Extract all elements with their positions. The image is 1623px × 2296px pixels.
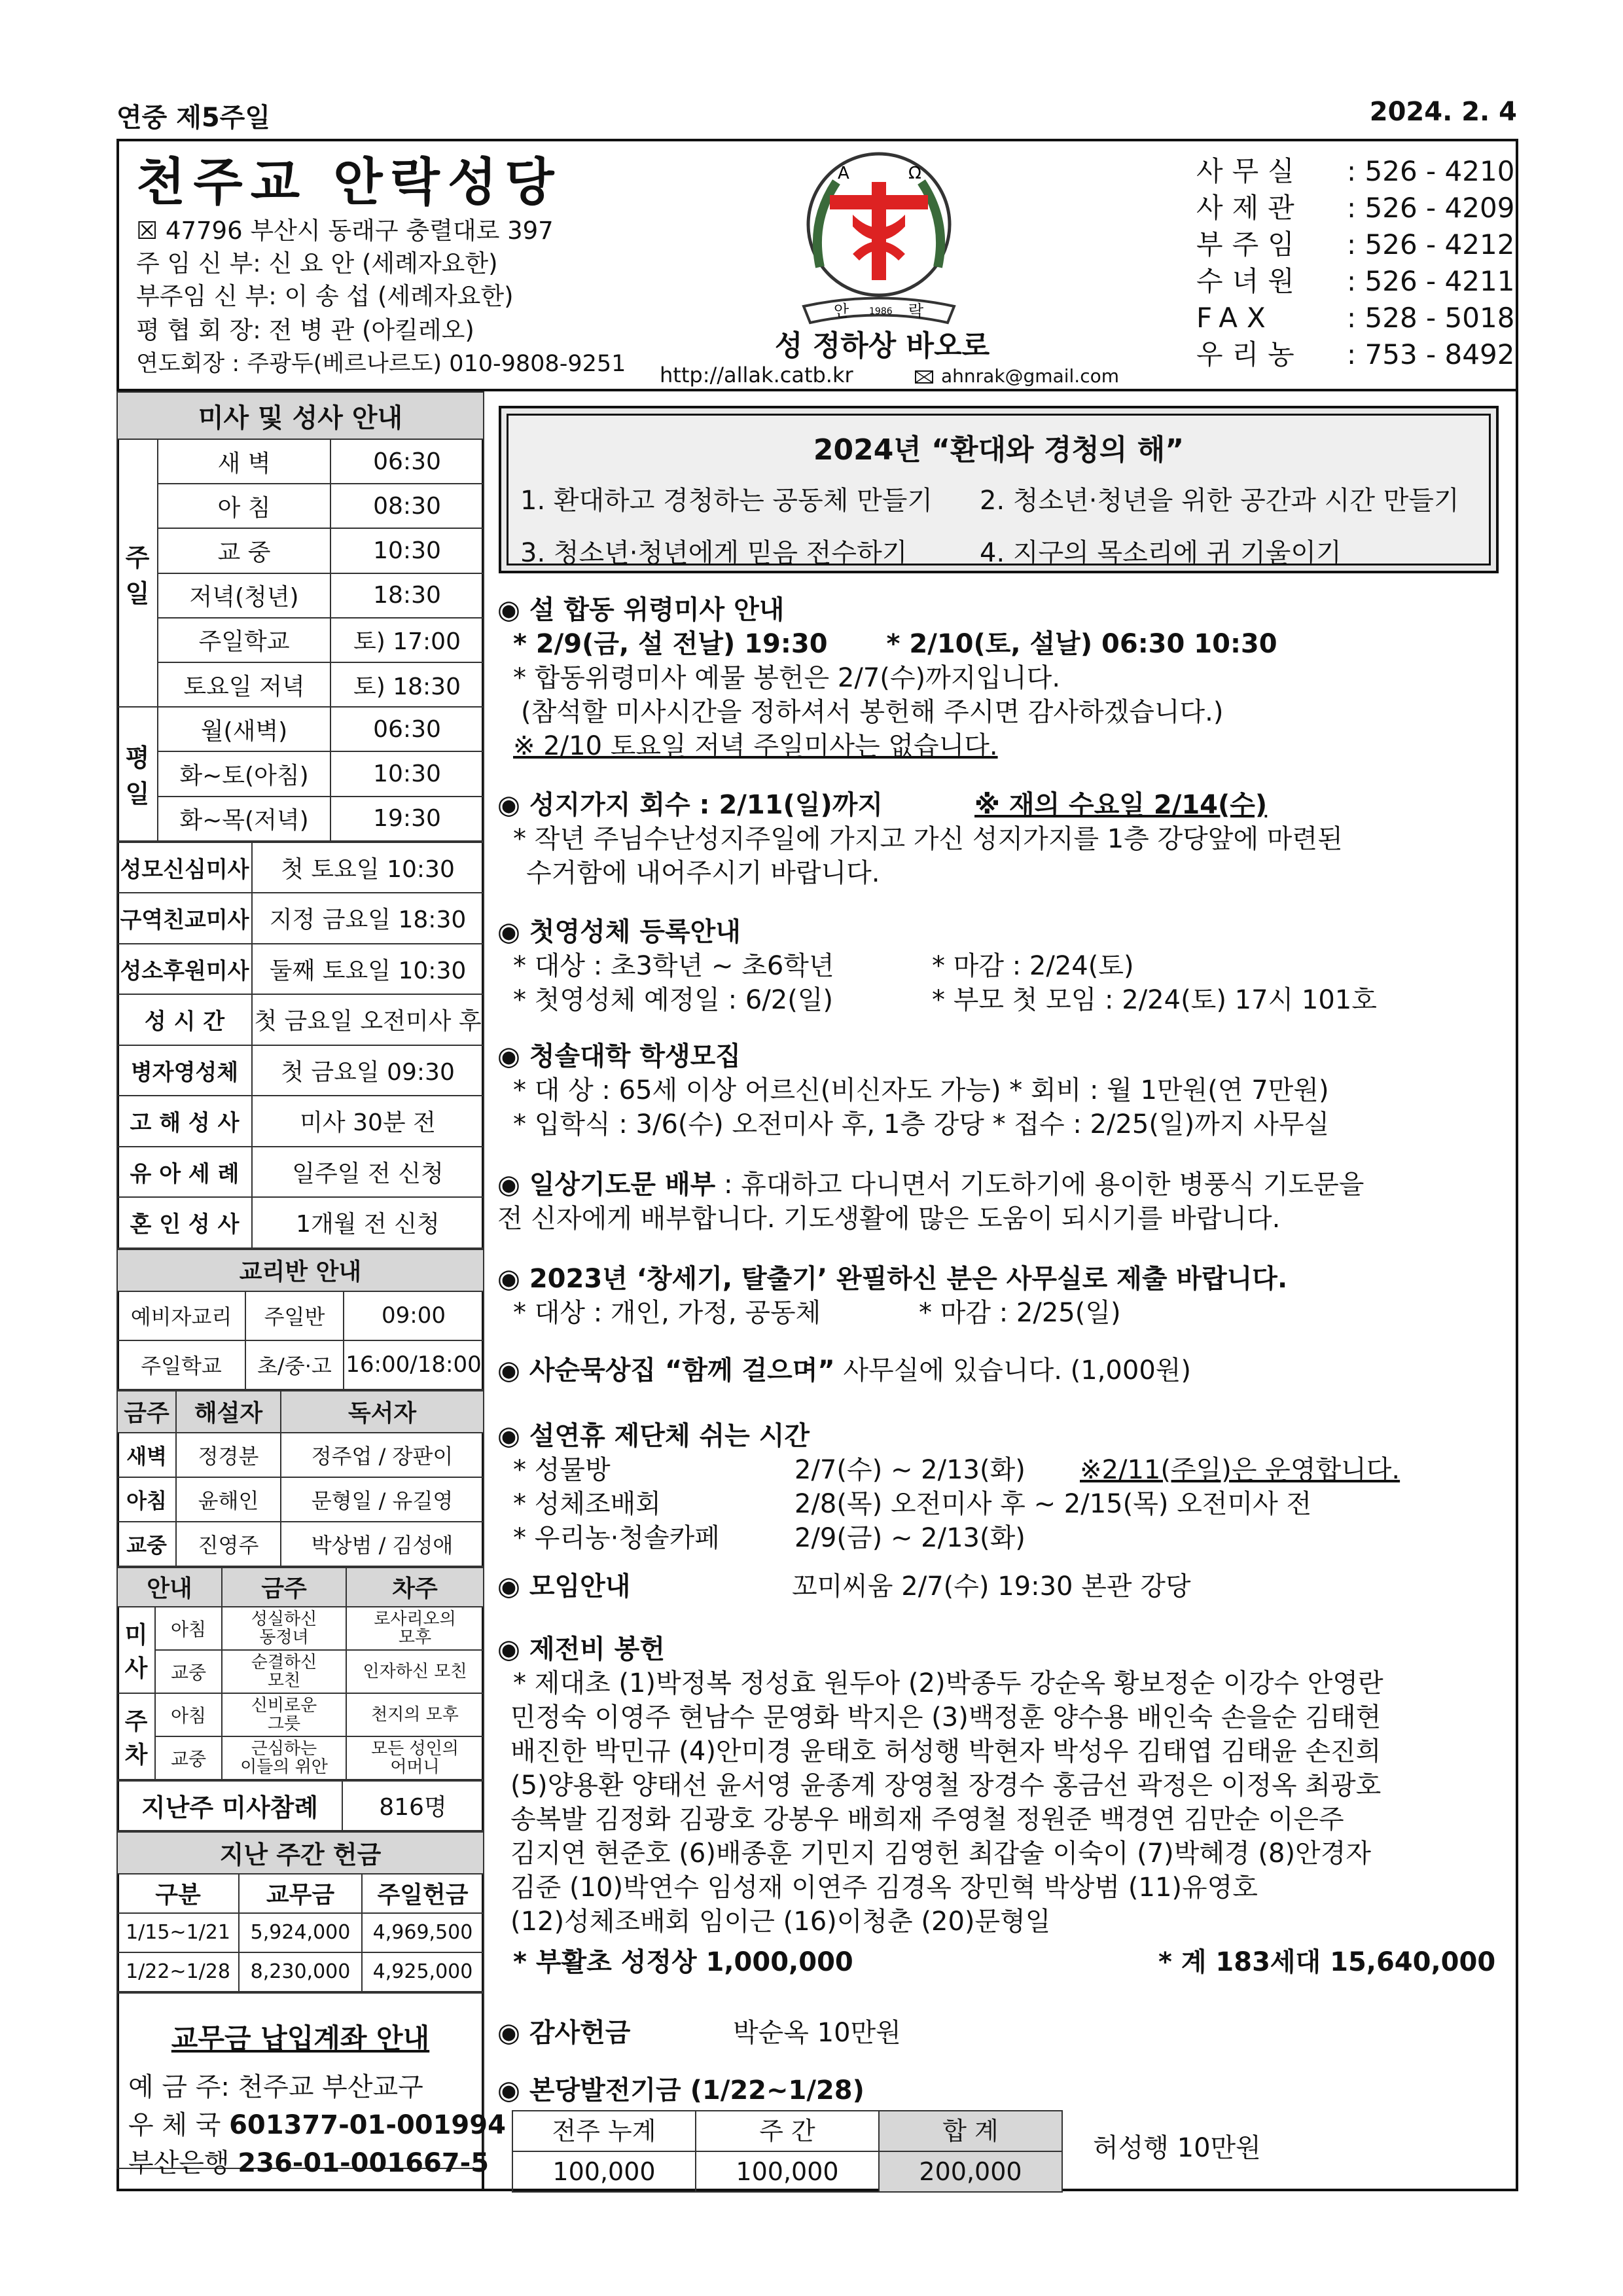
- sacrament-time: 지정 금요일 18:30: [252, 893, 484, 944]
- class-time: 09:00: [344, 1291, 484, 1340]
- ann-title: ◉ 설연휴 제단체 쉬는 시간: [497, 1421, 810, 1451]
- mass-time: 18:30: [330, 573, 484, 618]
- ann-title: ◉ 사순묵상집 “함께 걸으며”: [497, 1355, 835, 1386]
- ann-prayer-book: [497, 1168, 1505, 1236]
- mass-schedule: [117, 439, 484, 841]
- fund-table: [512, 2110, 1063, 2193]
- intentions-row: [117, 1693, 484, 1736]
- phone-list: [1196, 153, 1514, 373]
- reader-mass: 아침: [117, 1477, 176, 1522]
- donor-line: 민정숙 이영주 현남수 문영화 박지은 (3)백정훈 양수용 배인숙 손을순 김태현: [510, 1702, 1382, 1732]
- ann-title: ◉ 일상기도문 배부: [497, 1170, 716, 1200]
- reader-mass: 새벽: [117, 1433, 176, 1477]
- attendance-table: [116, 1780, 484, 1831]
- sunday-label: 주 일: [117, 439, 158, 707]
- mass-row: [117, 707, 484, 751]
- intentions-row: [117, 1736, 484, 1780]
- donor-line: 배진한 박민규 (4)안미경 윤태호 허성행 박현자 박성우 김태엽 김태윤 손진희: [510, 1736, 1382, 1767]
- offering-cell: 1/15~1/21: [117, 1913, 239, 1952]
- donor-list: [497, 1666, 1505, 1939]
- account-title: 교무금 납입계좌 안내: [171, 2022, 430, 2054]
- pastor: 주 임 신 부: 신 요 안 (세례자요한): [136, 249, 498, 278]
- theme-item-1: 1. 환대하고 경청하는 공동체 만들기: [520, 486, 933, 516]
- mass-time: 08:30: [330, 484, 484, 528]
- closure-group: * 우리농·청솔카페: [513, 1523, 720, 1553]
- bank-account: [128, 2144, 490, 2182]
- council-president: 평 협 회 장: 전 병 관 (아킬레오): [136, 316, 474, 344]
- intention-this-week: 근심하는 이들의 위안: [222, 1736, 346, 1780]
- readers-row: [117, 1433, 484, 1477]
- lectors: 문형일 / 유길영: [281, 1477, 484, 1522]
- closure-row: [497, 1521, 1505, 1555]
- class-name: 예비자교리: [117, 1291, 245, 1340]
- ann-bible-copy: [497, 1262, 1505, 1330]
- sacrament-time: 첫 토요일 10:30: [252, 842, 484, 893]
- offering-cell: 8,230,000: [239, 1952, 362, 1992]
- fund-cell: 100,000: [512, 2151, 696, 2192]
- phone-number: : 526 - 4210: [1347, 155, 1515, 187]
- offering-list: [117, 1874, 484, 1992]
- theme-item-3: 3. 청소년·청년에게 믿음 전수하기: [520, 538, 908, 568]
- post-label: 우 체 국: [128, 2109, 230, 2140]
- lectors: 박상범 / 김성애: [281, 1522, 484, 1566]
- ann-holiday-closures: [497, 1419, 1505, 1555]
- ann-line: * 2/9(금, 설 전날) 19:30: [513, 629, 828, 659]
- reader-mass: 교중: [117, 1522, 176, 1566]
- sacrament-time: 미사 30분 전: [252, 1096, 484, 1147]
- donor-line: (12)성체조배회 임이근 (16)이청춘 (20)문형일: [510, 1907, 1051, 1937]
- ann-ash-wednesday: ※ 재의 수요일 2/14(수): [974, 790, 1268, 820]
- sacrament-name: 고 해 성 사: [117, 1096, 252, 1147]
- intentions-list: [117, 1568, 484, 1780]
- readers-header-cell: 독서자: [281, 1391, 484, 1433]
- left-column: [116, 391, 506, 2191]
- attendance-label: 지난주 미사참례: [117, 1781, 342, 1831]
- ann-line: ※ 2/10 토요일 저녁 주일미사는 없습니다.: [513, 731, 998, 761]
- mass-time: 10:30: [330, 528, 484, 573]
- weekday-label: 평 일: [117, 707, 158, 841]
- phone-row: [1196, 190, 1514, 226]
- ann-line: * 마감 : 2/24(토): [932, 951, 1134, 981]
- ann-title: ◉ 2023년 ‘창세기, 탈출기’ 완필하신 분은 사무실로 제출 바랍니다.: [497, 1264, 1288, 1294]
- ann-lent-book: [497, 1354, 1505, 1388]
- mass-name: 새 벽: [158, 439, 330, 484]
- phone-label: 부주임: [1196, 228, 1304, 260]
- class-group: 초/중·고: [245, 1340, 344, 1390]
- phone-row: [1196, 300, 1514, 336]
- phone-label: 사무실: [1196, 155, 1304, 187]
- mass-row: [117, 751, 484, 796]
- logo-rak: 락: [908, 302, 924, 320]
- phone-row: [1196, 153, 1514, 190]
- account-holder: 예 금 주: 천주교 부산교구: [128, 2072, 423, 2102]
- bank-number: 236-01-001667-5: [238, 2147, 490, 2178]
- phone-label: 사제관: [1196, 192, 1304, 224]
- fund-donor: 허성행 10만원: [1093, 2133, 1261, 2163]
- sacrament-row: [117, 944, 484, 995]
- ann-meeting: [497, 1570, 1505, 1604]
- intention-mass: 교중: [155, 1650, 222, 1693]
- mass-table: [116, 391, 484, 842]
- mass-time: 06:30: [330, 707, 484, 751]
- closure-dates: 2/7(수) ~ 2/13(화): [794, 1455, 1026, 1485]
- closure-dates: 2/8(목) 오전미사 후 ~ 2/15(목) 오전미사 전: [794, 1489, 1312, 1519]
- intentions-table: [116, 1567, 484, 1780]
- patron-saint: 성 정하상 바오로: [774, 329, 990, 363]
- mass-name: 토요일 저녁: [158, 662, 330, 707]
- sacrament-row: [117, 842, 484, 893]
- offering-cell: 4,969,500: [362, 1913, 484, 1952]
- ann-senior-college: [497, 1039, 1505, 1141]
- intention-this-week: 성실하신 동정녀: [222, 1607, 346, 1650]
- issue-date: 2024. 2. 4: [1369, 97, 1517, 127]
- theme-item-2: 2. 청소년·청년을 위한 공간과 시간 만들기: [980, 486, 1459, 516]
- liturgical-week: 연중 제5주일: [116, 103, 270, 133]
- account-box: [116, 1992, 506, 2178]
- phone-number: : 526 - 4211: [1347, 265, 1515, 297]
- intentions-header-cell: 안내: [117, 1568, 222, 1607]
- readers-row: [117, 1522, 484, 1566]
- sacrament-row: [117, 1096, 484, 1147]
- sacrament-time: 첫 금요일 오전미사 후: [252, 994, 484, 1045]
- catechism-title: 교리반 안내: [117, 1249, 484, 1291]
- offering-cell: 5,924,000: [239, 1913, 362, 1952]
- intention-next-week: 모든 성인의 어머니: [346, 1736, 484, 1780]
- address: ☒ 47796 부산시 동래구 충렬대로 397: [136, 217, 554, 245]
- post-account: [128, 2106, 506, 2144]
- commentator: 진영주: [176, 1522, 281, 1566]
- youth-president: 연도회장 : 주광두(베르나르도) 010-9808-9251: [136, 351, 626, 377]
- sacrament-name: 구역친교미사: [117, 893, 252, 944]
- fund-header: 전주 누계: [512, 2111, 696, 2151]
- logo-alpha: A: [838, 164, 849, 183]
- offering-row: [117, 1913, 484, 1952]
- sacrament-table: [116, 842, 484, 1249]
- ann-line: 전 신자에게 배부합니다. 기도생활에 많은 도움이 되시기를 바랍니다.: [497, 1204, 1281, 1234]
- ann-title: ◉ 성지가지 회수 : 2/11(일)까지: [497, 790, 883, 820]
- sacrament-row: [117, 1147, 484, 1198]
- sacrament-time: 첫 금요일 09:30: [252, 1045, 484, 1096]
- intentions-header-cell: 금주: [222, 1568, 346, 1607]
- intentions-header-cell: 차주: [346, 1568, 484, 1607]
- sacrament-name: 성모신심미사: [117, 842, 252, 893]
- offering-header: [117, 1874, 484, 1913]
- closure-row: [497, 1487, 1505, 1521]
- ann-title: ◉ 설 합동 위령미사 안내: [497, 595, 785, 625]
- ann-development-fund: [497, 2073, 1505, 2186]
- ann-line: * 첫영성체 예정일 : 6/2(일): [513, 985, 834, 1015]
- church-name: 천주교 안락성당: [136, 153, 562, 212]
- phone-number: : 528 - 5018: [1347, 302, 1515, 334]
- ann-palm-return: [497, 788, 1505, 890]
- sacrament-row: [117, 893, 484, 944]
- commentator: 정경분: [176, 1433, 281, 1477]
- phone-number: : 526 - 4212: [1347, 228, 1515, 260]
- offering-row: [117, 1952, 484, 1992]
- intention-next-week: 천지의 모후: [346, 1693, 484, 1736]
- catechism-table: [116, 1249, 484, 1390]
- ann-title: ◉ 감사헌금: [497, 2018, 631, 2048]
- donor-line: * 제대초 (1)박정복 정성효 원두아 (2)박종두 강순옥 황보정순 이강수 안영란: [513, 1668, 1383, 1698]
- mass-name: 아 침: [158, 484, 330, 528]
- donor-line: 김지연 현준호 (6)배종훈 기민지 김영헌 최갑술 이숙이 (7)박혜경 (8)안경자: [510, 1839, 1371, 1869]
- ann-line: : 휴대하고 다니면서 기도하기에 용이한 병풍식 기도문을: [715, 1170, 1364, 1200]
- intention-next-week: 인자하신 모친: [346, 1650, 484, 1693]
- intention-this-week: 순결하신 모친: [222, 1650, 346, 1693]
- fund-cell: 200,000: [879, 2151, 1062, 2192]
- phone-number: : 526 - 4209: [1347, 192, 1515, 224]
- ann-memorial-mass: [497, 593, 1505, 763]
- mass-time: 10:30: [330, 751, 484, 796]
- intentions-row: [117, 1650, 484, 1693]
- intention-mass: 교중: [155, 1736, 222, 1780]
- phone-row: [1196, 263, 1514, 300]
- closure-note: ※2/11(주일)은 운영합니다.: [1080, 1455, 1400, 1485]
- sacrament-list: [117, 842, 484, 1248]
- ann-line: * 마감 : 2/25(일): [919, 1298, 1121, 1328]
- intention-next-week: 로사리오의 모후: [346, 1607, 484, 1650]
- mass-name: 주일학교: [158, 618, 330, 662]
- closure-group: * 성물방: [513, 1455, 611, 1485]
- readers-header-cell: 해설자: [176, 1391, 281, 1433]
- ann-line: * 대상 : 개인, 가정, 공동체: [513, 1298, 821, 1328]
- offering-total: * 계 183세대 15,640,000: [1158, 1947, 1496, 1977]
- email-text: ahnrak@gmail.com: [941, 365, 1120, 387]
- sacrament-name: 성소후원미사: [117, 944, 252, 995]
- phone-number: : 753 - 8492: [1347, 338, 1515, 370]
- mass-name: 월(새벽): [158, 707, 330, 751]
- phone-row: [1196, 226, 1514, 263]
- ann-line: * 2/10(토, 설날) 06:30 10:30: [886, 629, 1277, 659]
- intention-this-week: 신비로운 그릇: [222, 1693, 346, 1736]
- logo-omega: Ω: [908, 164, 921, 183]
- parking-group-label: 주 차: [117, 1693, 155, 1780]
- donor-line: (5)양용환 양태선 윤서영 윤종계 장영철 장경수 홍금선 곽정은 이정옥 최광호: [510, 1770, 1382, 1801]
- readers-list: [117, 1391, 484, 1566]
- offering-cell: 1/22~1/28: [117, 1952, 239, 1992]
- closure-group: * 성체조배회: [513, 1489, 661, 1519]
- ann-line: 사무실에 있습니다. (1,000원): [834, 1355, 1192, 1386]
- catechism-row: [117, 1291, 484, 1340]
- phone-label: FAX: [1196, 302, 1275, 334]
- mass-name: 저녁(청년): [158, 573, 330, 618]
- readers-table: [116, 1390, 484, 1567]
- mass-name: 교 중: [158, 528, 330, 573]
- mail-icon: [915, 370, 933, 384]
- mass-name: 화~토(아침): [158, 751, 330, 796]
- header: [116, 139, 1518, 391]
- top-line: [116, 97, 1517, 133]
- ann-line: (참석할 미사시간을 정하셔서 봉헌해 주시면 감사하겠습니다.): [521, 697, 1224, 727]
- fund-header: 주 간: [696, 2111, 879, 2151]
- theme-item-4: 4. 지구의 목소리에 귀 기울이기: [980, 538, 1342, 568]
- offering-cell: 4,925,000: [362, 1952, 484, 1992]
- sacrament-name: 혼 인 성 사: [117, 1197, 252, 1248]
- email-link[interactable]: [915, 365, 1119, 387]
- sacrament-name: 유 아 세 례: [117, 1147, 252, 1198]
- phone-label: 수녀원: [1196, 265, 1304, 297]
- mass-row: [117, 439, 484, 484]
- mass-row: [117, 573, 484, 618]
- ann-title: ◉ 첫영성체 등록안내: [497, 917, 741, 947]
- ann-line: 수거함에 내어주시기 바랍니다.: [526, 858, 880, 888]
- sacrament-name: 성 시 간: [117, 994, 252, 1045]
- ann-line: * 합동위령미사 예물 봉헌은 2/7(수)까지입니다.: [513, 663, 1061, 693]
- class-time: 16:00/18:00: [344, 1340, 484, 1390]
- offering-table: [116, 1831, 484, 1992]
- donor-line: 김준 (10)박연수 임성재 이연주 김경옥 장민혁 박상범 (11)유영호: [510, 1873, 1258, 1903]
- donor-line: 송복발 김정화 김광호 강봉우 배희재 주영철 정원준 백경연 김만순 이은주: [510, 1804, 1344, 1835]
- fund-cell: 100,000: [696, 2151, 879, 2192]
- sacrament-time: 1개월 전 신청: [252, 1197, 484, 1248]
- closure-dates: 2/9(금) ~ 2/13(화): [794, 1523, 1026, 1553]
- mass-time: 06:30: [330, 439, 484, 484]
- ann-line: * 대 상 : 65세 이상 어르신(비신자도 가능) * 회비 : 월 1만원(연 7만원): [513, 1075, 1329, 1105]
- intentions-header: [117, 1568, 484, 1607]
- ann-thanks-offering: [497, 2016, 1505, 2050]
- theme-box: [499, 406, 1499, 573]
- closure-row: [497, 1453, 1505, 1487]
- offering-header-cell: 구분: [117, 1874, 239, 1913]
- readers-row: [117, 1477, 484, 1522]
- mass-row: [117, 797, 484, 841]
- closure-list: [497, 1453, 1505, 1555]
- ann-altar-offering: [497, 1632, 1505, 1979]
- easter-candle: * 부활초 성정상 1,000,000: [513, 1947, 853, 1977]
- sacrament-row: [117, 1197, 484, 1248]
- intention-mass: 아침: [155, 1607, 222, 1650]
- ann-title: ◉ 모임안내: [497, 1571, 631, 1602]
- offering-header-cell: 주일헌금: [362, 1874, 484, 1913]
- commentator: 윤해인: [176, 1477, 281, 1522]
- catechism-list: [117, 1291, 484, 1390]
- logo-year: 1986: [869, 306, 893, 317]
- mass-row: [117, 528, 484, 573]
- mass-time: 토) 17:00: [330, 618, 484, 662]
- ann-title: ◉ 제전비 봉헌: [497, 1634, 665, 1664]
- mass-name: 화~목(저녁): [158, 797, 330, 841]
- catechism-row: [117, 1340, 484, 1390]
- ann-title: ◉ 본당발전기금 (1/22~1/28): [497, 2075, 865, 2106]
- sacrament-row: [117, 994, 484, 1045]
- mass-row: [117, 662, 484, 707]
- lectors: 정주업 / 장판이: [281, 1433, 484, 1477]
- ann-line: 꼬미씨움 2/7(수) 19:30 본관 강당: [792, 1571, 1191, 1602]
- post-number: 601377-01-001994: [229, 2109, 506, 2140]
- ann-line: * 대상 : 초3학년 ~ 초6학년: [513, 951, 834, 981]
- ann-line: * 부모 첫 모임 : 2/24(토) 17시 101호: [932, 985, 1377, 1015]
- website-link[interactable]: http://allak.catb.kr: [660, 363, 853, 387]
- intention-mass: 아침: [155, 1693, 222, 1736]
- sacrament-name: 병자영성체: [117, 1045, 252, 1096]
- mass-title: 미사 및 성사 안내: [117, 392, 484, 439]
- offering-title: 지난 주간 헌금: [117, 1832, 484, 1874]
- phone-row: [1196, 336, 1514, 373]
- ann-first-communion: [497, 915, 1505, 1017]
- theme-title: 2024년 “환대와 경청의 해”: [813, 433, 1185, 467]
- fund-header: 합 계: [879, 2111, 1062, 2151]
- mass-time: 토) 18:30: [330, 662, 484, 707]
- ann-line: * 입학식 : 3/6(수) 오전미사 후, 1층 강당 * 접수 : 2/25(일)까지 사무실: [513, 1109, 1330, 1139]
- mass-time: 19:30: [330, 797, 484, 841]
- attendance-value: 816명: [342, 1781, 484, 1831]
- phone-label: 우리농: [1196, 338, 1304, 370]
- intentions-row: [117, 1607, 484, 1650]
- mass-row: [117, 618, 484, 662]
- assistant-pastor: 부주임 신 부: 이 송 섭 (세례자요한): [136, 282, 514, 310]
- mass-group-label: 미 사: [117, 1607, 155, 1693]
- ann-line: * 작년 주님수난성지주일에 가지고 가신 성지가지를 1층 강당앞에 마련된: [513, 824, 1343, 854]
- ann-title: ◉ 청솔대학 학생모집: [497, 1041, 741, 1071]
- sacrament-row: [117, 1045, 484, 1096]
- bank-label: 부산은행: [128, 2147, 238, 2178]
- mass-row: [117, 484, 484, 528]
- class-name: 주일학교: [117, 1340, 245, 1390]
- ann-line: 박순옥 10만원: [733, 2018, 901, 2048]
- church-logo: [791, 143, 967, 339]
- sacrament-time: 둘째 토요일 10:30: [252, 944, 484, 995]
- sacrament-time: 일주일 전 신청: [252, 1147, 484, 1198]
- class-group: 주일반: [245, 1291, 344, 1340]
- readers-header-cell: 금주: [117, 1391, 176, 1433]
- logo-an: 안: [834, 302, 849, 320]
- offering-header-cell: 교무금: [239, 1874, 362, 1913]
- readers-header: [117, 1391, 484, 1433]
